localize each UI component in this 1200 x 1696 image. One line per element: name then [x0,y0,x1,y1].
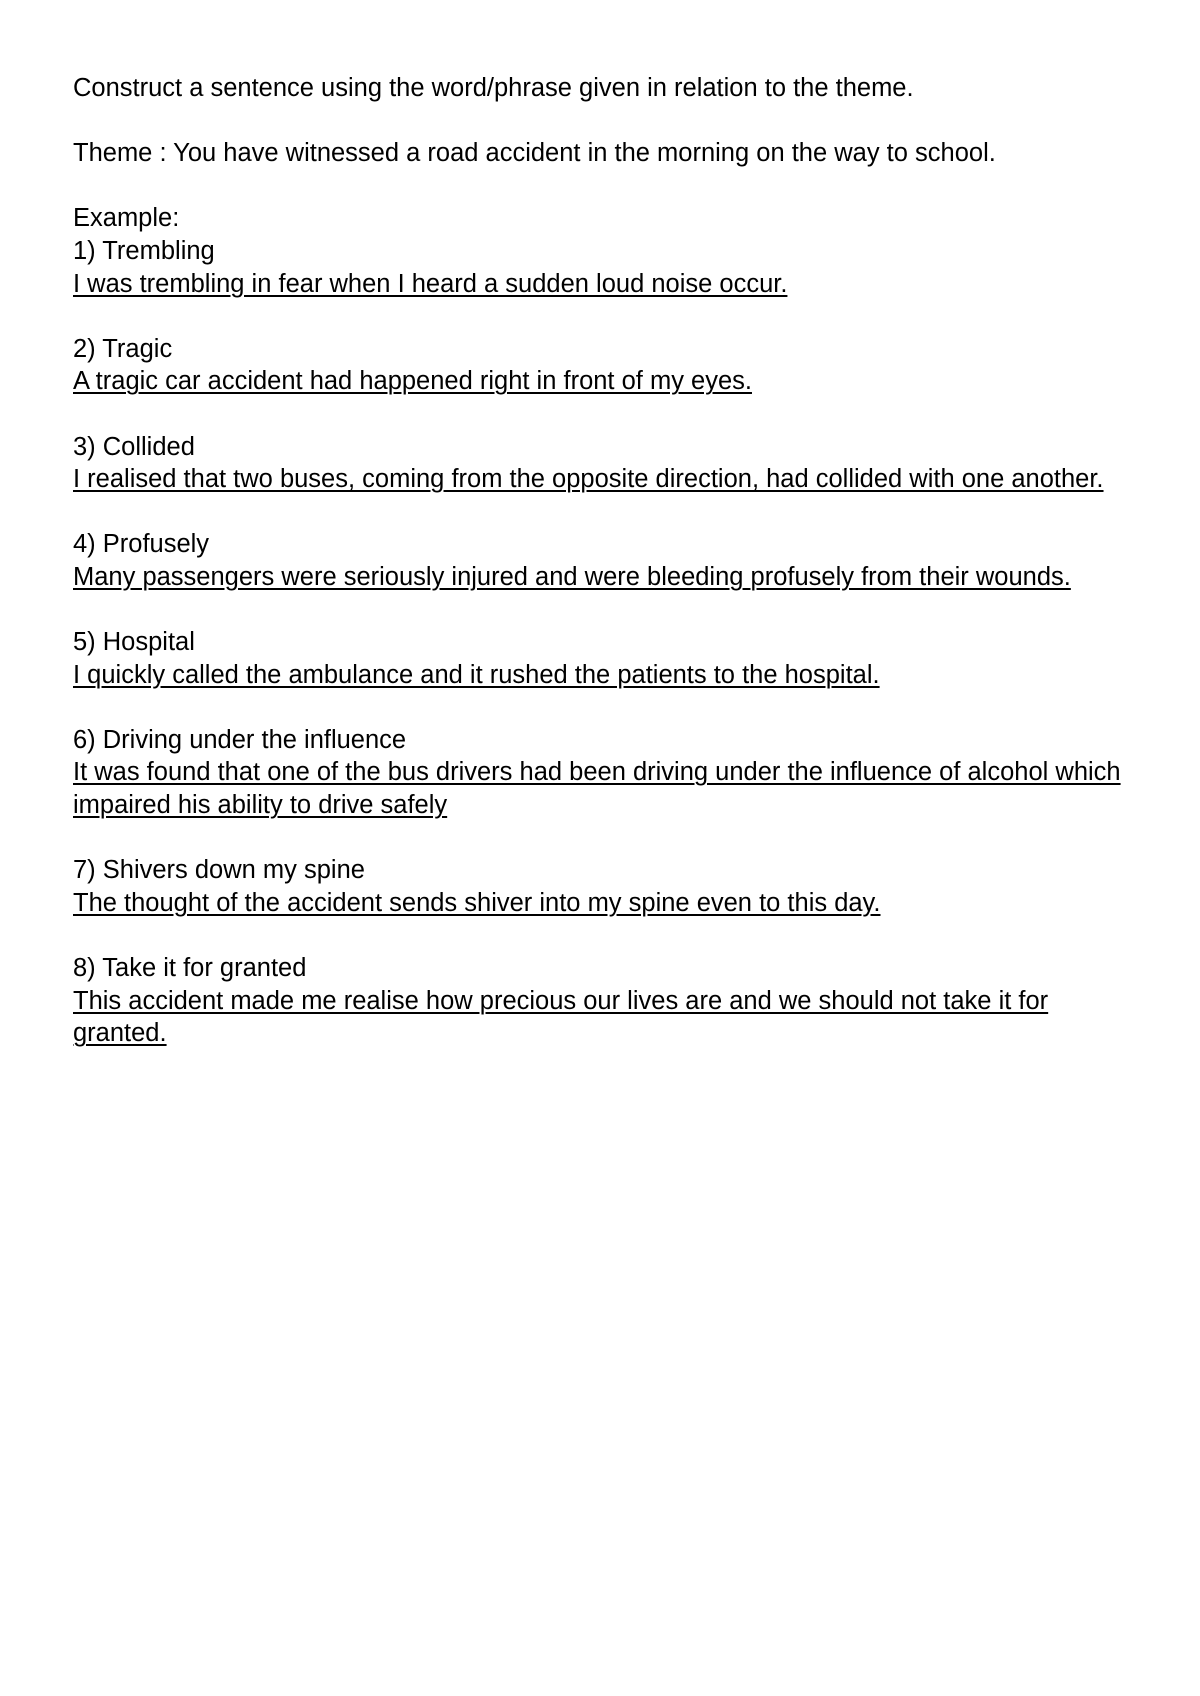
spacer [73,594,1133,627]
item-prompt: 1) Trembling [73,236,215,265]
spacer [73,919,1133,952]
item-prompt: 7) Shivers down my spine [73,856,365,885]
item-prompt: 8) Take it for granted [73,954,307,983]
item-answer: A tragic car accident had happened right in front of my eyes. [73,367,752,396]
item-answer: Many passengers were seriously injured and were bleeding profusely from their wounds. [73,562,1071,591]
item-answer: I realised that two buses, coming from the opposite direction, had collided with one another. [73,465,1104,494]
item-prompt: 6) Driving under the influence [73,725,407,754]
spacer [73,822,1133,855]
example-label: Example: [73,204,180,233]
item-answer: The thought of the accident sends shiver into my spine even to this day. [73,888,881,917]
worksheet-page [73,72,1133,1050]
item-answer: This accident made me realise how precious our lives are and we should not take it for granted. [73,986,1049,1048]
item-prompt: 5) Hospital [73,628,195,657]
spacer [73,398,1133,431]
spacer [73,691,1133,724]
item-answer: It was found that one of the bus drivers had been driving under the influence of alcohol which impaired his ability to drive safely [73,758,1121,820]
item-answer: I quickly called the ambulance and it rushed the patients to the hospital. [73,660,880,689]
spacer [73,496,1133,529]
theme-text: Theme : You have witnessed a road accident in the morning on the way to school. [73,139,996,168]
spacer [73,300,1133,333]
item-answer: I was trembling in fear when I heard a sudden loud noise occur. [73,269,788,298]
instruction-text: Construct a sentence using the word/phrase given in relation to the theme. [73,74,914,102]
spacer [73,105,1133,138]
item-prompt: 4) Profusely [73,530,210,559]
item-prompt: 2) Tragic [73,334,173,363]
spacer [73,170,1133,203]
item-prompt: 3) Collided [73,432,195,461]
